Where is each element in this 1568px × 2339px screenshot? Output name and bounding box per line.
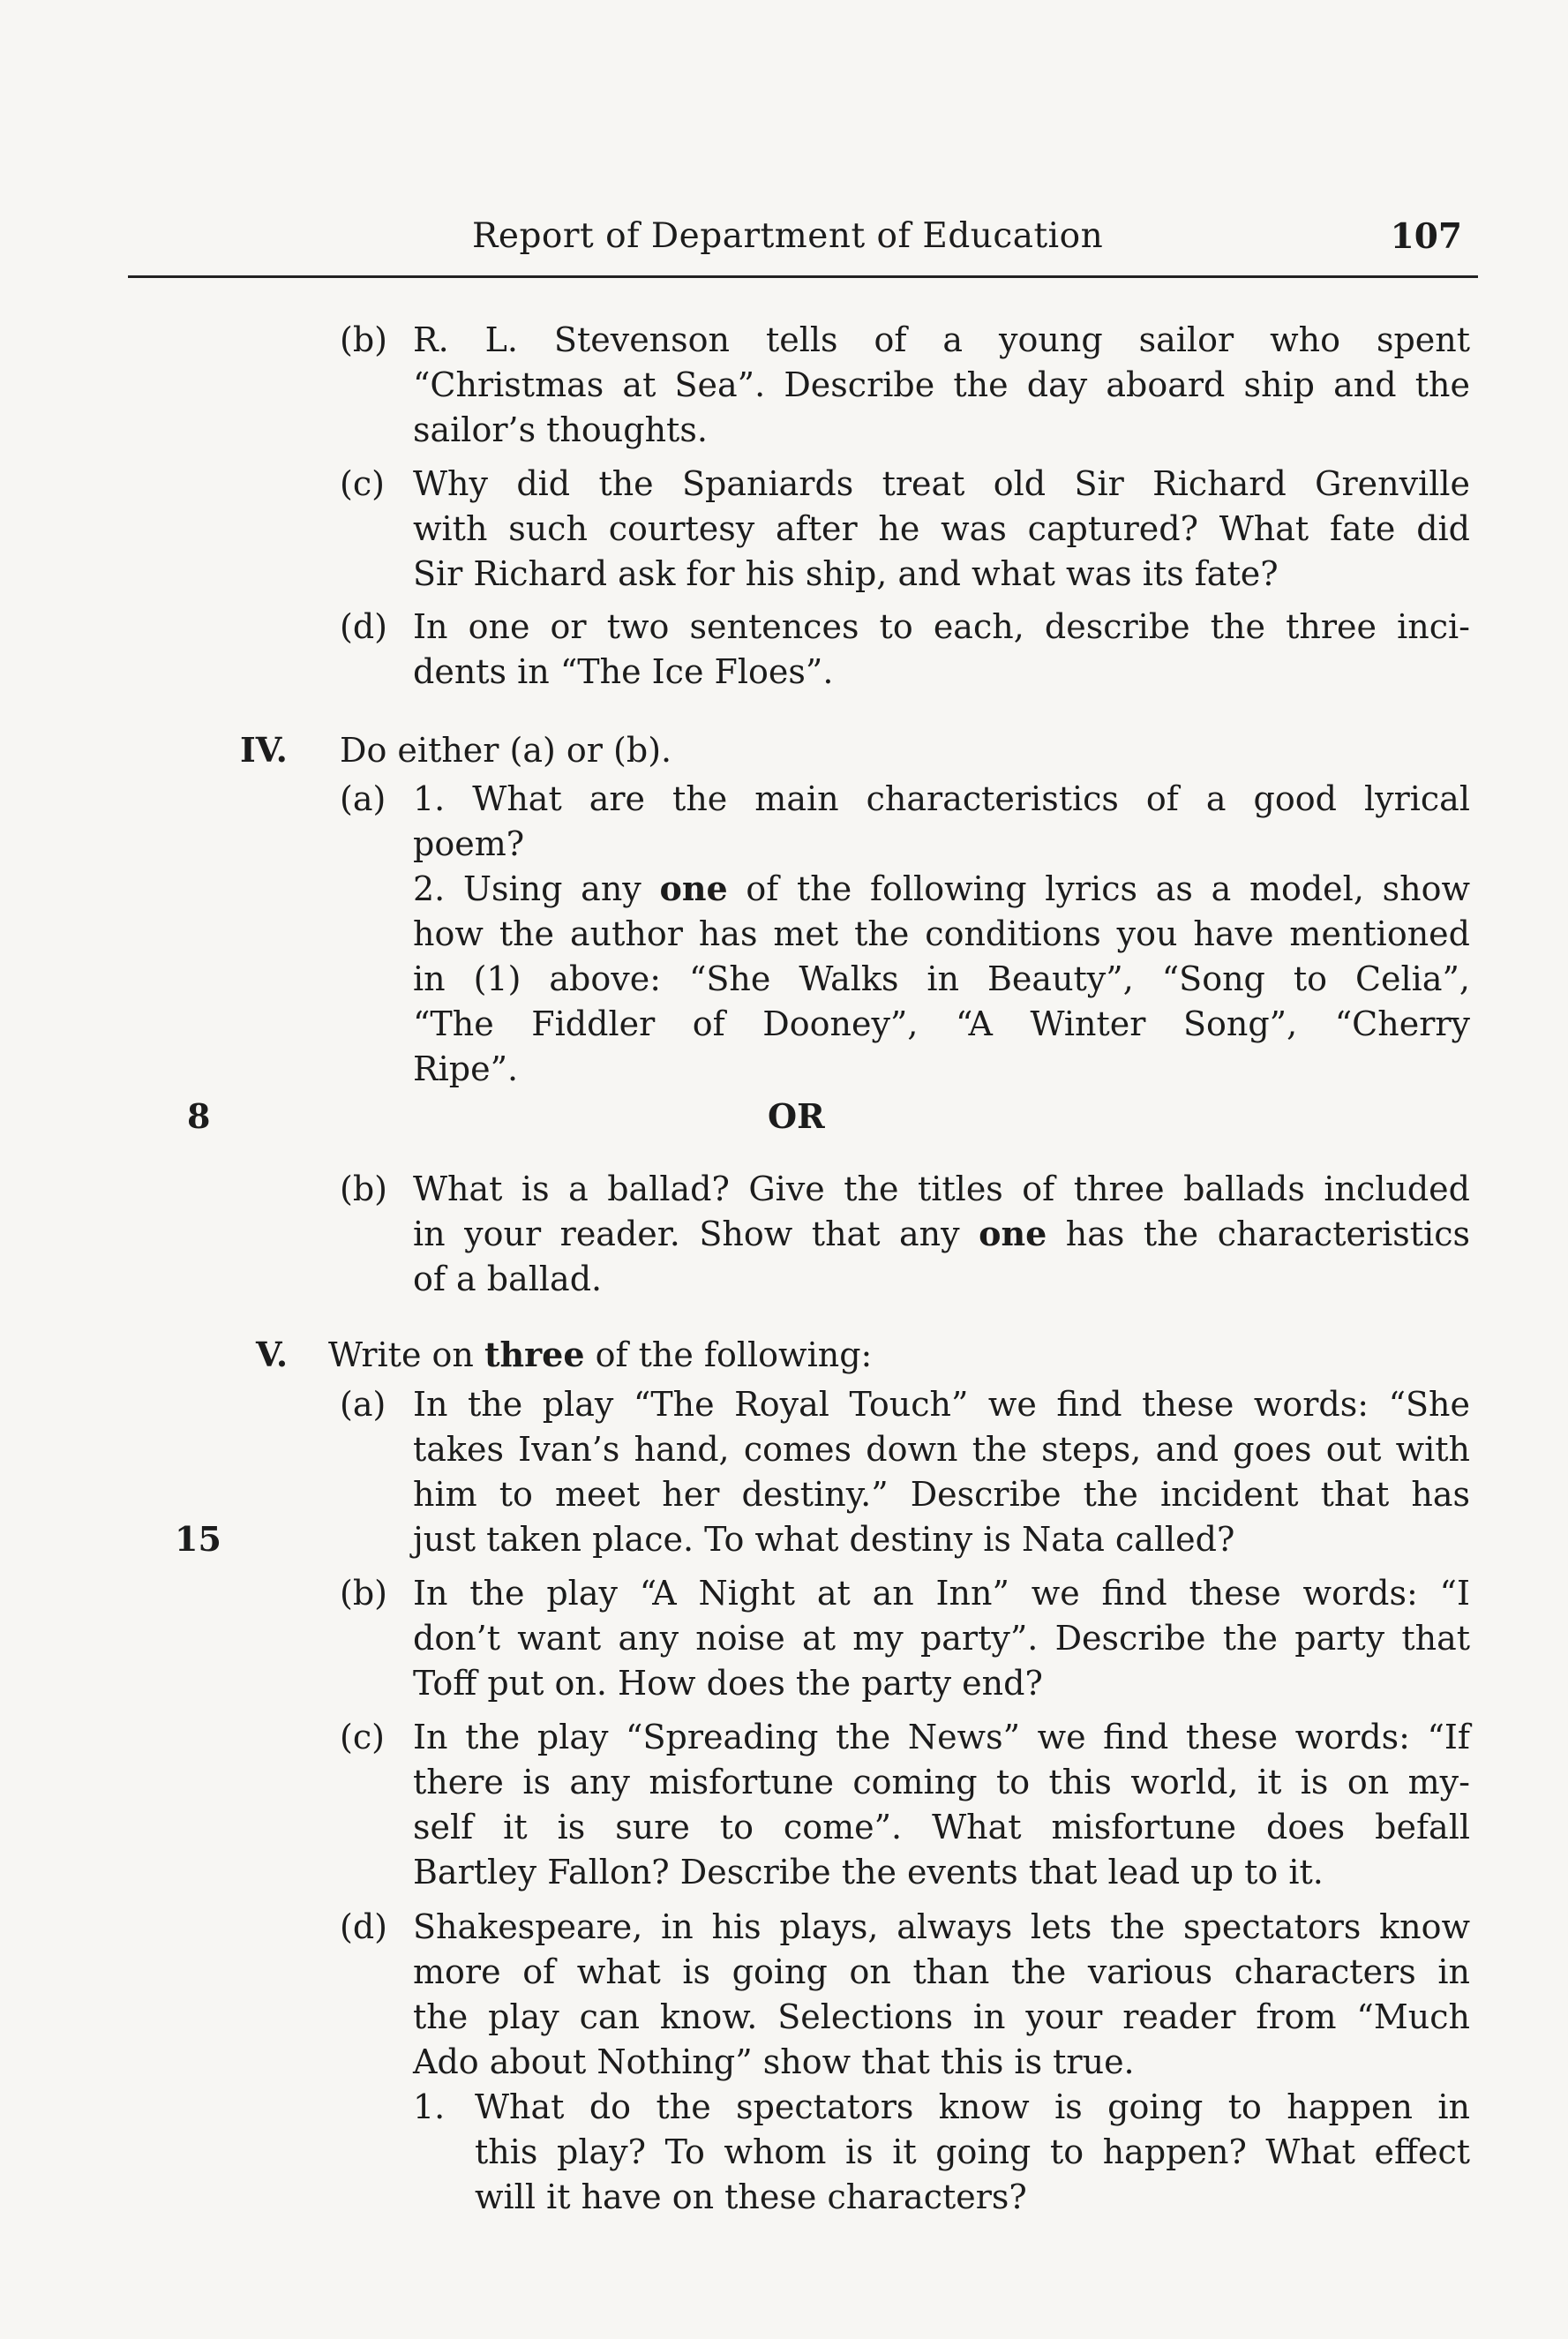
- text-line: self it is sure to come”. What misfortune does befall: [413, 1808, 1470, 1846]
- text-line: of a ballad.: [413, 1260, 603, 1298]
- item-label: (c): [340, 464, 385, 503]
- item-label: (d): [340, 1907, 387, 1946]
- page-number: 107: [1390, 216, 1462, 257]
- text-line: will it have on these characters?: [475, 2177, 1027, 2216]
- text-line: poem?: [413, 824, 525, 863]
- text-line: 1. What are the main characteristics of a good lyrical: [413, 779, 1470, 818]
- text-line: What do the spectators know is going to happen in: [475, 2087, 1470, 2126]
- sub-item-label: 1.: [413, 2087, 446, 2126]
- item-label: (a): [340, 779, 386, 818]
- text-line: Ripe”.: [413, 1049, 519, 1088]
- item-label: (a): [340, 1385, 386, 1424]
- question-intro: Do either (a) or (b).: [340, 731, 672, 770]
- text-line: “Christmas at Sea”. Describe the day aboard ship and the: [413, 365, 1470, 404]
- item-label: (c): [340, 1718, 385, 1756]
- or-divider: OR: [768, 1096, 825, 1136]
- text-line: What is a ballad? Give the titles of three ballads included: [413, 1170, 1470, 1208]
- text-line: Sir Richard ask for his ship, and what was its fate?: [413, 554, 1279, 593]
- item-label: (b): [340, 320, 387, 359]
- header-rule: [128, 275, 1478, 278]
- page-header: [128, 216, 1478, 269]
- question-numeral: IV.: [240, 730, 288, 770]
- text-line: Ado about Nothing” show that this is true.: [413, 2042, 1135, 2081]
- text-line: In the play “A Night at an Inn” we find these words: “I: [413, 1574, 1470, 1613]
- marks-value: 8: [187, 1096, 211, 1136]
- text-line: “The Fiddler of Dooney”, “A Winter Song”, “Cherry: [413, 1004, 1470, 1043]
- text-line: in (1) above: “She Walks in Beauty”, “Song to Celia”,: [413, 959, 1470, 998]
- question-numeral: V.: [256, 1335, 289, 1374]
- marks-value: 15: [175, 1519, 221, 1559]
- item-label: (d): [340, 607, 387, 646]
- text-line: there is any misfortune coming to this world, it is on my-: [413, 1763, 1470, 1801]
- text-line: R. L. Stevenson tells of a young sailor who spent: [413, 320, 1470, 359]
- header-title: Report of Department of Education: [472, 216, 1104, 256]
- item-label: (b): [340, 1170, 387, 1208]
- text-line: him to meet her destiny.” Describe the incident that has: [413, 1475, 1470, 1514]
- text-line: in your reader. Show that any one has the characteristics: [413, 1214, 1470, 1253]
- text-line: just taken place. To what destiny is Nata called?: [413, 1520, 1235, 1559]
- text-line: Bartley Fallon? Describe the events that lead up to it.: [413, 1853, 1324, 1892]
- text-line: sailor’s thoughts.: [413, 410, 708, 449]
- text-line: In the play “Spreading the News” we find these words: “If: [413, 1718, 1470, 1756]
- text-line: Shakespeare, in his plays, always lets the spectators know: [413, 1907, 1470, 1946]
- text-line: takes Ivan’s hand, comes down the steps, and goes out with: [413, 1430, 1470, 1469]
- text-line: more of what is going on than the various characters in: [413, 1952, 1470, 1991]
- text-line: Why did the Spaniards treat old Sir Richard Grenville: [413, 464, 1470, 503]
- text-line: with such courtesy after he was captured? What fate did: [413, 509, 1470, 548]
- text-line: dents in “The Ice Floes”.: [413, 652, 834, 691]
- text-line: Toff put on. How does the party end?: [413, 1664, 1043, 1703]
- question-intro: Write on three of the following:: [328, 1335, 873, 1374]
- text-line: the play can know. Selections in your reader from “Much: [413, 1997, 1470, 2036]
- text-line: In the play “The Royal Touch” we find these words: “She: [413, 1385, 1470, 1424]
- text-line: don’t want any noise at my party”. Describe the party that: [413, 1619, 1470, 1658]
- text-line: how the author has met the conditions you have mentioned: [413, 914, 1470, 953]
- text-line: 2. Using any one of the following lyrics as a model, show: [413, 869, 1470, 908]
- item-label: (b): [340, 1574, 387, 1613]
- text-line: this play? To whom is it going to happen? What effect: [475, 2132, 1470, 2171]
- text-line: In one or two sentences to each, describe the three inci-: [413, 607, 1470, 646]
